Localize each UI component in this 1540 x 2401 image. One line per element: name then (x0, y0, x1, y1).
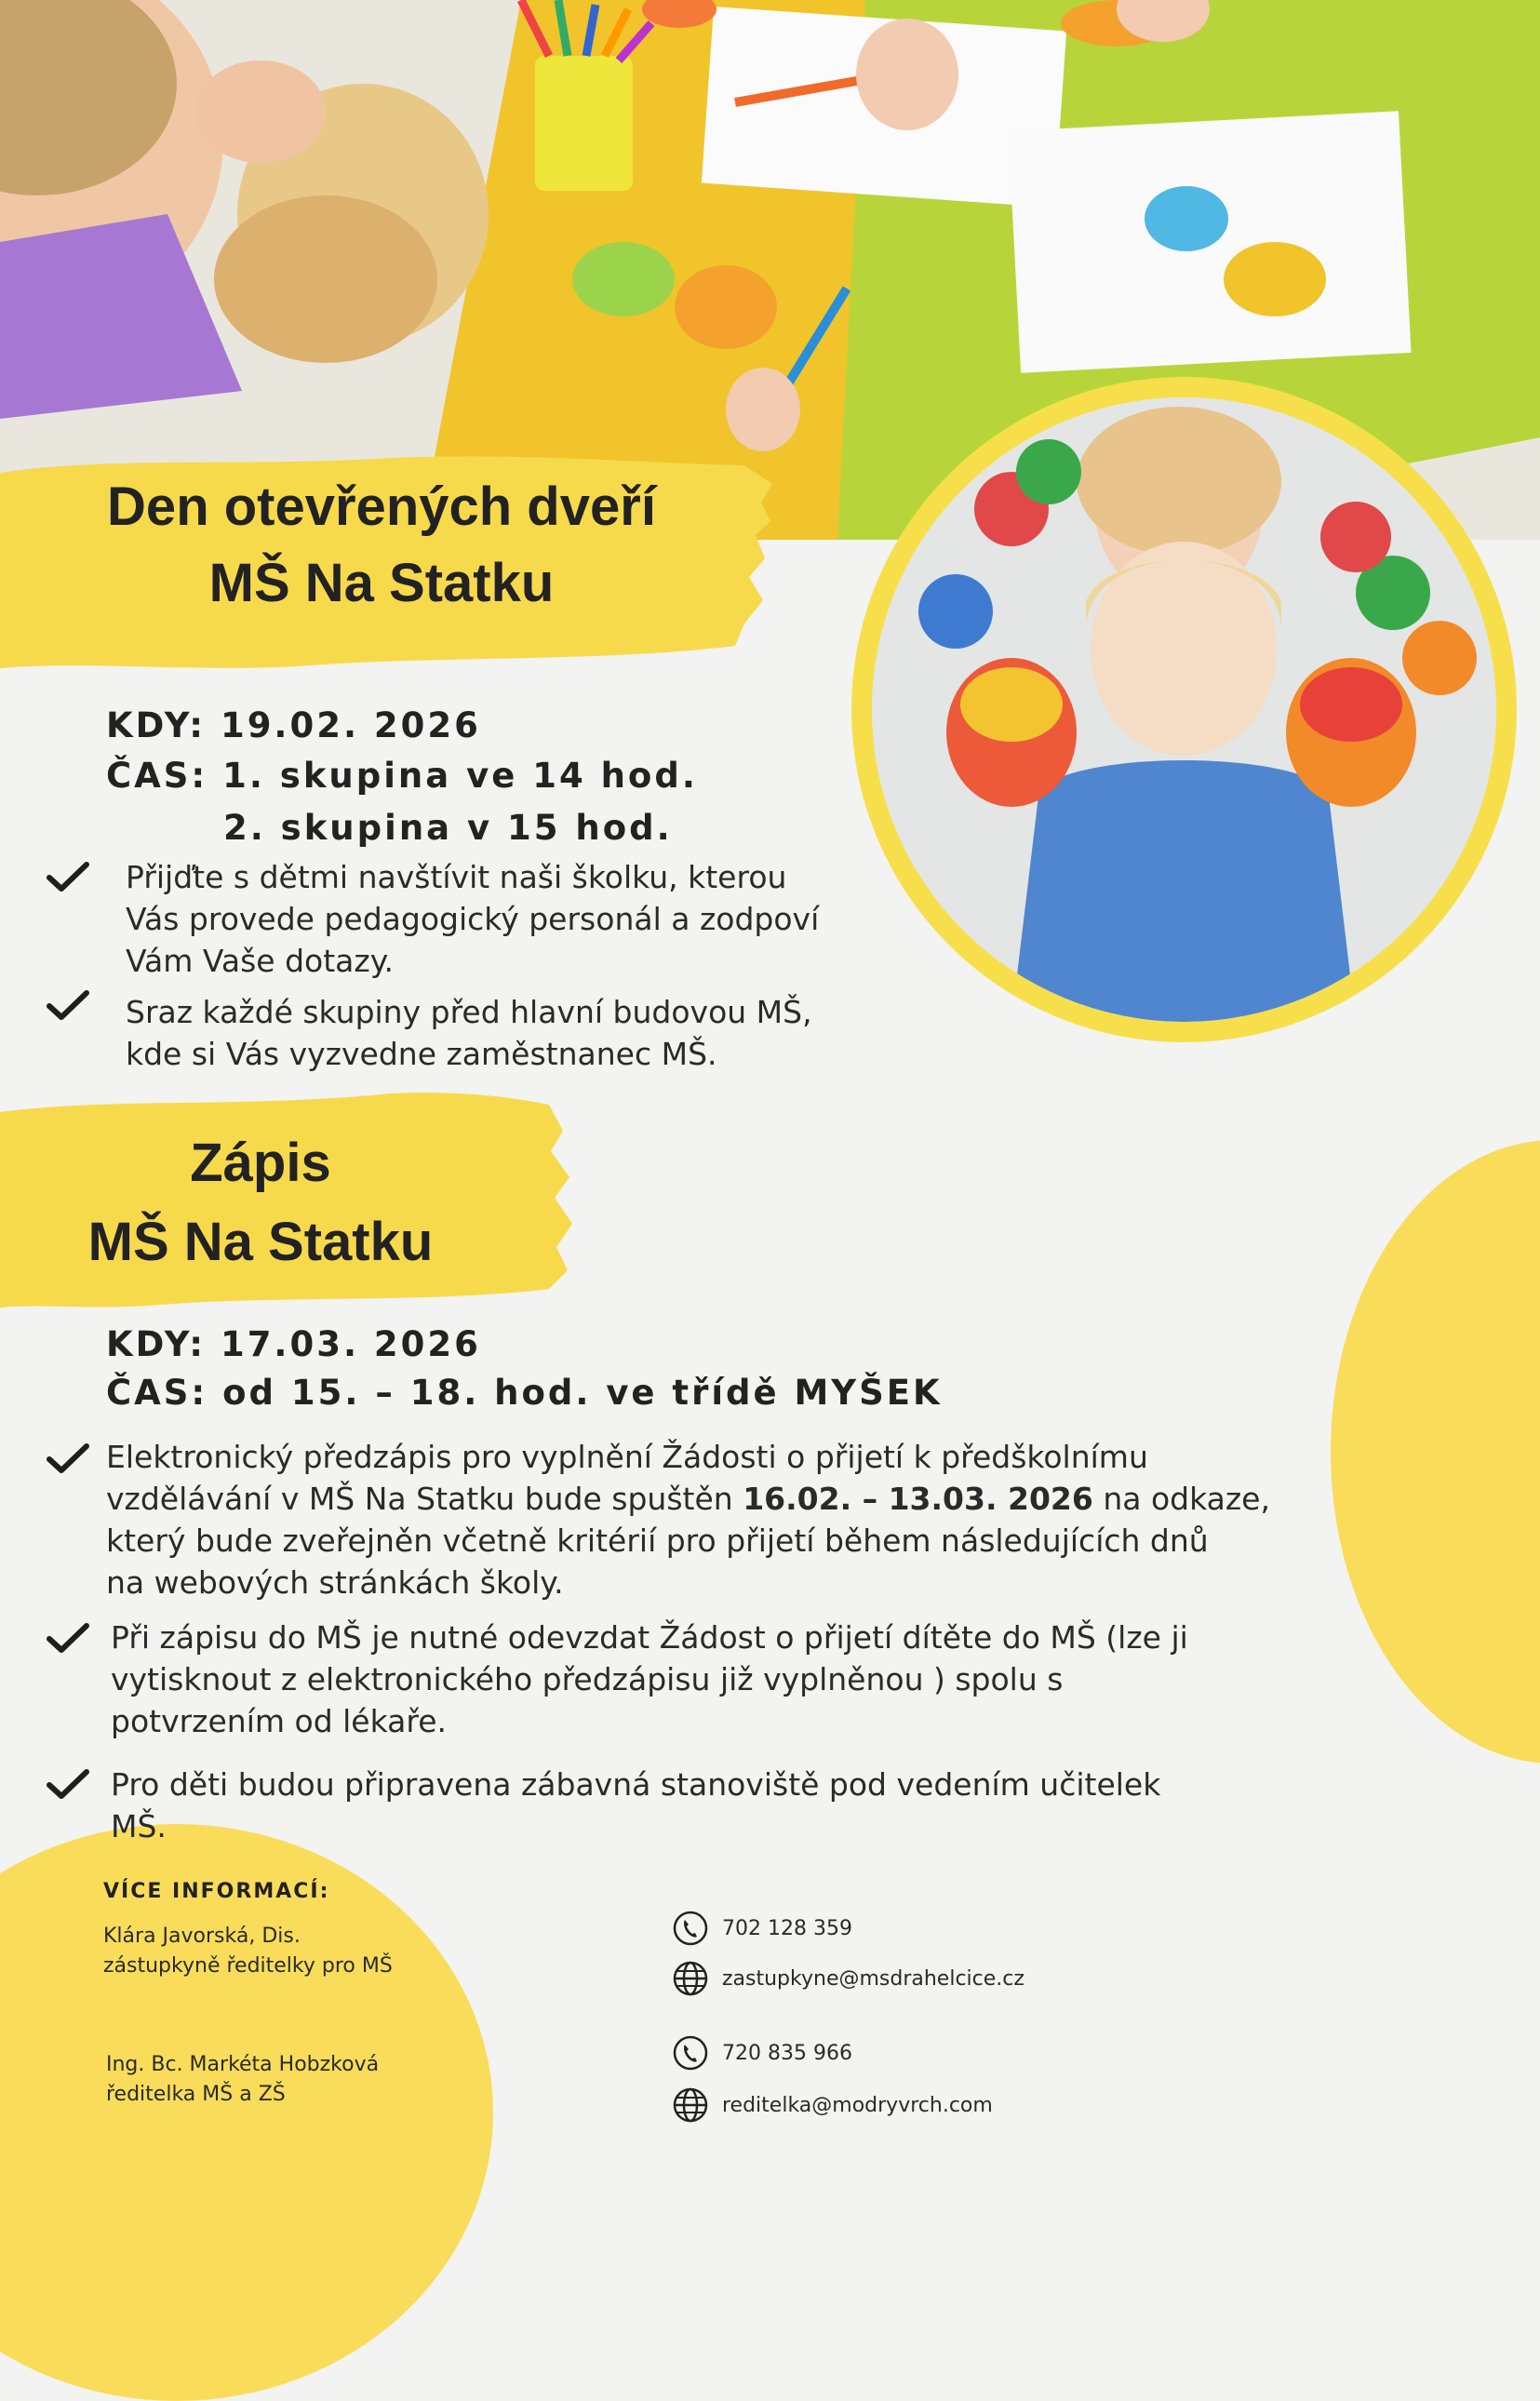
globe-icon (672, 1960, 709, 1997)
photo-girl-painted-hands (851, 377, 1517, 1042)
open-day-time-line2: 2. skupina v 15 hod. (223, 808, 673, 848)
enrollment-title-line1: Zápis (190, 1133, 331, 1193)
globe-icon (672, 2086, 709, 2124)
email-2[interactable]: reditelka@modryvrch.com (672, 2086, 993, 2124)
enrollment-bullet-2: Při zápisu do MŠ je nutné odevzdat Žádost o přijetí dítěte do MŠ (lze ji vytisknout z elektronického předzápisu již vyplněnou ) spolu s potvrzením od lékaře. (111, 1619, 1188, 1739)
check-icon (47, 989, 89, 1021)
preregistration-date-range: 16.02. – 13.03. 2026 (743, 1481, 1093, 1517)
enrollment-title-line2: MŠ Na Statku (87, 1212, 434, 1272)
phone-1[interactable]: 702 128 359 (672, 1910, 852, 1947)
open-day-title-line1: Den otevřených dveří (107, 476, 656, 537)
open-day-bullet-1: Přijďte s dětmi navštívit naši školku, kterou Vás provede pedagogický personál a zodpoví Vám Vaše dotazy. (126, 859, 820, 979)
check-icon (47, 1768, 89, 1800)
more-info-heading: VÍCE INFORMACÍ: (103, 1880, 330, 1903)
decorative-circle-bottom-left (0, 1824, 493, 2401)
enrollment-date: KDY: 17.03. 2026 (106, 1324, 481, 1364)
phone-2[interactable]: 720 835 966 (672, 2034, 852, 2072)
check-icon (47, 1442, 89, 1474)
phone-icon (672, 2034, 709, 2072)
open-day-date: KDY: 19.02. 2026 (106, 705, 481, 745)
enrollment-bullet-1: Elektronický předzápis pro vyplnění Žádosti o přijetí k předškolnímu vzdělávání v MŠ Na Statku bude spuštěn 16.02. – 13.03. 2026 na odkaze, který bude zveřejněn včetně kritérií pro přijetí během následujících dnů na webových stránkách školy. (106, 1439, 1270, 1601)
title-banner-enrollment (0, 1084, 577, 1312)
contact-person-1: Klára Javorská, Dis. zástupkyně ředitelky pro MŠ (103, 1925, 393, 1978)
check-icon (47, 861, 89, 892)
open-day-time-line1: ČAS: 1. skupina ve 14 hod. (106, 756, 698, 796)
email-1[interactable]: zastupkyne@msdrahelcice.cz (672, 1960, 1024, 1997)
phone-icon (672, 1910, 709, 1947)
enrollment-time: ČAS: od 15. – 18. hod. ve třídě MYŠEK (106, 1373, 943, 1413)
open-day-bullet-2: Sraz každé skupiny před hlavní budovou MŠ, kde si Vás vyzvedne zaměstnanec MŠ. (126, 994, 812, 1072)
enrollment-bullet-3: Pro děti budou připravena zábavná stanoviště pod vedením učitelek MŠ. (111, 1766, 1161, 1844)
title-banner-open-day (0, 447, 777, 675)
decorative-circle-right (1331, 1140, 1540, 1764)
open-day-title-line2: MŠ Na Statku (208, 553, 555, 613)
check-icon (47, 1622, 89, 1654)
contact-person-2: Ing. Bc. Markéta Hobzková ředitelka MŠ a ZŠ (106, 2053, 380, 2106)
